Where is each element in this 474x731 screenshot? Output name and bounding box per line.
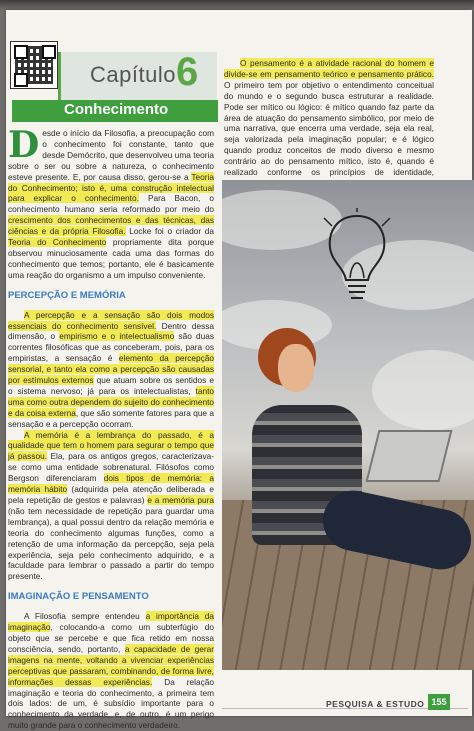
page-top-shadow (0, 0, 474, 10)
drop-cap: D (8, 124, 40, 166)
intro-text: Para Bacon, o conhecimento humano seria reformado por meio do (8, 193, 215, 215)
body-text: (adquirida pela atenção deliberada e pela repetição de gestos e palavras) (8, 484, 214, 505)
section-heading-percepcao: PERCEPÇÃO E MEMÓRIA (8, 289, 126, 301)
highlight: crescimento dos conhecimentos e das técnicas, das ciências e da própria Filosofia. (8, 215, 214, 237)
body-text: são duas correntes filosóficas que as conceberam, pois, para os empiristas, a sensação é (8, 331, 214, 364)
highlight: empirismo e o intelectualismo (59, 331, 175, 342)
qr-corner-tl (14, 45, 28, 59)
intro-paragraph (8, 124, 215, 281)
intro-text: propriamente dita porque observou minuciosamente cada uma das formas do conhecimento que temos; portanto, ele é basicamente uma reação do organismo a um impulso conveniente. (8, 237, 215, 280)
left-column (8, 124, 215, 731)
highlight: a importância da imaginação (8, 611, 214, 633)
cloud (372, 350, 474, 430)
imaginacao-paragraph (8, 611, 214, 731)
highlight: a capacidade de gerar imagens na mente, voltando a vivenciar experiências perceptivas que passaram, combinando, de forma livre, informações dessas experiências. (8, 643, 214, 687)
body-text: A Filosofia sempre entendeu (24, 611, 146, 622)
qr-corner-bl (14, 73, 28, 87)
highlight: tanto uma como outra dependem do sujeito do conhecimento e da coisa externa (8, 385, 214, 418)
highlight: dois tipos de memória: a memória hábito (8, 473, 215, 495)
body-text: , colocando-a como um subterfúgio do objeto que se percebe e que fica retido em nossa consciência, sendo, portanto, (8, 622, 214, 654)
section-heading-imaginacao: IMAGINAÇÃO E PENSAMENTO (8, 591, 149, 603)
highlight: elemento da percepção sensorial, e tanto ela como a percepção são causadas por estímulos externos (8, 353, 215, 386)
body-text: (não tem necessidade de repetição para guardar uma lembrança), a qual possui dentro da relação memória e teoria do conhecimento algumas funções, como a retenção de uma informação da percepção, seja pela experiência, seja pelo conhecimento adquirido, e a faculdade para lembrar o passado a partir do tempo presente. (8, 505, 214, 582)
highlight: A memória é a lembrança do passado, é a qualidade que tem o homem para segurar o tempo que já passou. (8, 429, 214, 462)
body-text: Ela, para os antigos gregos, caracterizava-se como uma entidade sobrenatural. Filósofos como Bergson diferenciaram (8, 451, 215, 484)
chapter-number: 6 (176, 50, 199, 94)
highlight: e a memória pura (147, 495, 215, 505)
body-text: Da relação imaginação e teoria do conhecimento, a primeira tem dois lados: de um, é subsídio importante para o conhecimento da verdade, e, de outro, é um perigo muito grande para o conhecimento verdadeiro. (8, 676, 214, 731)
highlight: Teoria do Conhecimento; isto é, uma construção intelectual para explicar o conhecimento. (8, 171, 214, 204)
highlight: O pensamento é a atividade racional do homem e divide-se em pensamento teórico e pensamento prático. (224, 58, 434, 79)
chapter-header (6, 40, 214, 122)
chapter-title: Conhecimento (64, 101, 169, 118)
percepcao-paragraph (8, 310, 214, 430)
footer-label: PESQUISA & ESTUDO (326, 699, 425, 709)
page-number: 155 (428, 694, 450, 710)
body-text: , que são somente fatores para que a sensação e a percepção ocorram. (8, 407, 214, 429)
body-text: O primeiro tem por objetivo o entendimento conceitual do mundo e o segundo busca estruturar a realidade. Pode ser mítico ou lógico: é mítico quando faz parte da área de atuação do pensamento simbólico, por meio de uma narrativa, que encerra uma verdade, seja ela real, seja valorizada pela imaginação popular; e é lógico quando produz conceitos de modo diverso e mesmo contrário ao do pensamento mítico, isto é, quando é realizado conforme os princípios de identidade, (224, 79, 434, 178)
chapter-label: Capítulo (90, 62, 176, 87)
intro-text: esde o início da Filosofia, a preocupação com o conhecimento foi constante, tanto que desde Demócrito, que desenvolveu uma teoria sobre o ser ou sobre a natureza, o conhecimento esteve presente. E, por causa disso, gerou-se a (8, 128, 214, 182)
highlight: A percepção e a sensação são dois modos essenciais do conhecimento sensível. (8, 309, 214, 331)
qr-code-icon[interactable] (10, 41, 58, 89)
body-text: Dentro dessa dimensão, o (8, 320, 215, 342)
highlight: Teoria do Conhecimento (8, 237, 107, 248)
lightbulb-icon (322, 208, 392, 318)
illustration-photo (222, 180, 474, 670)
intro-text: Locke foi o criador da (125, 226, 214, 237)
body-text: que atuam sobre os sentidos e o sistema nervoso; já para os intelectualistas, (8, 375, 214, 396)
qr-corner-tr (42, 45, 56, 59)
memoria-paragraph (8, 430, 214, 583)
person-face (278, 344, 314, 392)
right-column (224, 58, 434, 189)
pensamento-paragraph (224, 58, 434, 189)
laptop-icon (366, 430, 453, 482)
